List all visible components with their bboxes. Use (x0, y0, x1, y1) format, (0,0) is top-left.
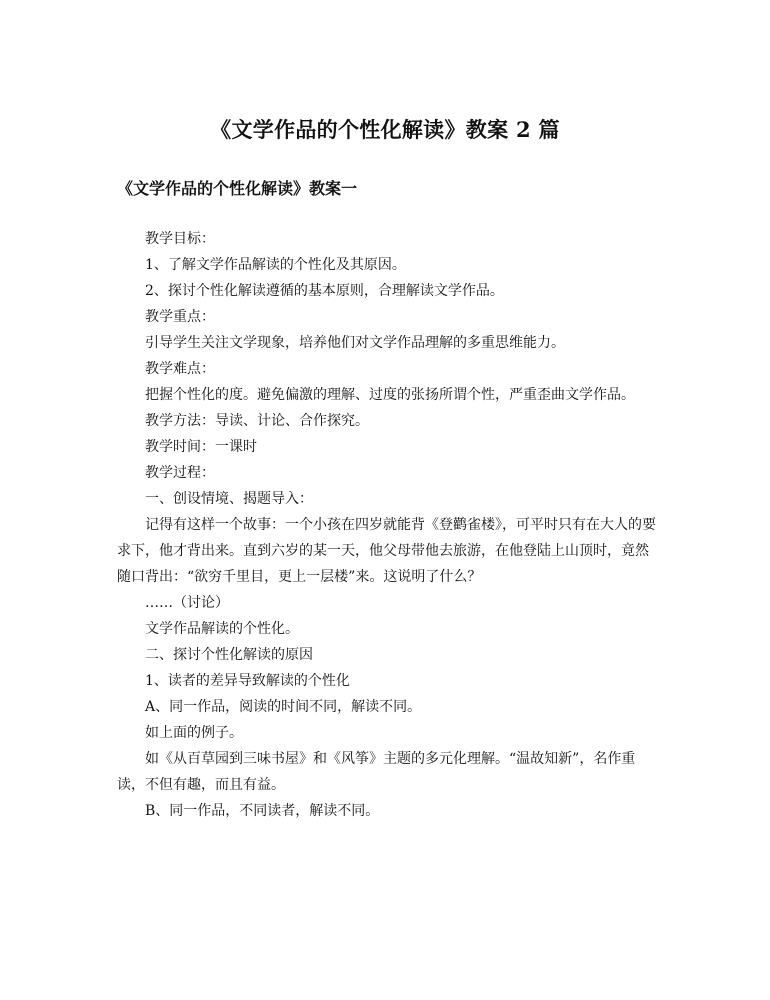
paragraph: 如《从百草园到三味书屋》和《风筝》主题的多元化理解。“温故知新”，名作重读，不但有趣，而且有益。 (117, 751, 636, 793)
paragraph: 教学方法：导读、计论、合作探究。 (145, 413, 369, 429)
paragraph: 教学过程： (145, 465, 215, 481)
paragraph: A、同一作品，阅读的时间不同，解读不同。 (145, 699, 422, 715)
paragraph: 引导学生关注文学现象，培养他们对文学作品理解的多重思维能力。 (145, 335, 565, 351)
document-subtitle: 《文学作品的个性化解读》教案一 (117, 179, 358, 198)
paragraph: 1、读者的差异导致解读的个性化 (145, 673, 350, 689)
document-body (117, 226, 657, 824)
paragraph: 一、创设情境、揭题导入： (145, 491, 313, 507)
paragraph: 1、了解文学作品解读的个性化及其原因。 (145, 257, 406, 273)
paragraph: B、同一作品，不同读者，解读不同。 (145, 803, 380, 819)
paragraph: 记得有这样一个故事：一个小孩在四岁就能背《登鹳雀楼》，可平时只有在大人的要求下，他才背出来。直到六岁的某一天，他父母带他去旅游，在他登陆上山顶时，竟然随口背出：“欲穷千里目，更上一层楼”来。这说明了什么？ (117, 517, 656, 585)
paragraph: 教学难点： (145, 361, 215, 377)
paragraph: ……（讨论） (145, 595, 229, 611)
document-title: 《文学作品的个性化解读》教案 2 篇 (210, 117, 560, 142)
paragraph: 2、探讨个性化解读遵循的基本原则，合理解读文学作品。 (145, 283, 504, 299)
paragraph: 把握个性化的度。避免偏激的理解、过度的张扬所谓个性，严重歪曲文学作品。 (145, 387, 635, 403)
paragraph: 文学作品解读的个性化。 (145, 621, 299, 637)
paragraph: 教学目标： (145, 231, 215, 247)
paragraph: 教学重点： (145, 309, 215, 325)
paragraph: 教学时间：一课时 (145, 439, 257, 455)
paragraph: 如上面的例子。 (145, 725, 243, 741)
paragraph: 二、探讨个性化解读的原因 (145, 647, 313, 663)
